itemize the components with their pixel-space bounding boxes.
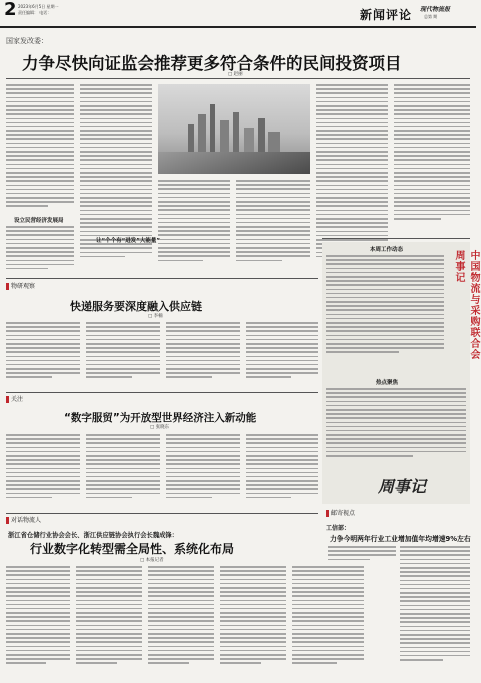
lead-column-3 xyxy=(158,180,230,272)
story3-headline: “数字服贸”为开放型世界经济注入新动能 xyxy=(64,412,257,424)
story2-byline: □ 李楠 xyxy=(148,314,163,319)
issue-date: 2023年6月5日 星期一 xyxy=(18,4,59,9)
lead-headline: 力争尽快向证监会推荐更多符合条件的民间投资项目 xyxy=(22,54,402,73)
sidebar-block2-title: 热点聚焦 xyxy=(376,380,399,386)
story3-column-4 xyxy=(246,434,318,508)
story3-column-1 xyxy=(6,434,80,508)
lead-column-6 xyxy=(394,84,470,234)
story4-column-3 xyxy=(148,566,214,678)
lead-column-1b xyxy=(6,226,74,272)
lead-column-1 xyxy=(6,84,74,214)
story5-headline: 力争今明两年行业工业增加值年均增速9%左右 xyxy=(330,535,471,543)
header-rule xyxy=(0,26,476,28)
section-title: 新闻评论 xyxy=(360,8,413,22)
story5-column-1 xyxy=(292,566,364,678)
issue-number: 总第 期 xyxy=(424,14,438,19)
lead-subhead: 设立民营经济发展局 xyxy=(14,218,64,224)
story4-column-1 xyxy=(6,566,70,678)
page-number: 2 xyxy=(4,0,17,20)
lead-photo xyxy=(158,84,310,174)
section-tag-3: 对话物流人 xyxy=(6,517,41,524)
lead-rule xyxy=(6,78,470,79)
story2-column-1 xyxy=(6,322,80,386)
lead-column-4 xyxy=(236,180,310,272)
lead-byline: □ 赵丽 xyxy=(228,72,243,77)
story3-column-3 xyxy=(166,434,240,508)
story5-lede xyxy=(328,546,396,566)
paper-name: 现代物流报 xyxy=(420,6,451,13)
sidebar-block2-text xyxy=(326,388,466,468)
story4-column-2 xyxy=(76,566,142,678)
sidebar-block1-title: 本周工作动态 xyxy=(370,247,404,253)
section-tag-1: 物研观察 xyxy=(6,283,35,290)
sidebar-vertical-title: 中国物流与采购联合会周事记 xyxy=(453,250,479,360)
weekly-logo: 周事记 xyxy=(378,477,427,496)
section-rule-2 xyxy=(6,392,318,393)
story3-byline: □ 张晓东 xyxy=(150,425,170,430)
sidebar-rule xyxy=(322,238,470,239)
story4-headline: 行业数字化转型需全局性、系统化布局 xyxy=(30,542,235,556)
story4-byline: □ 本报记者 xyxy=(140,558,164,563)
story2-column-3 xyxy=(166,322,240,386)
lead-kicker: 国家发改委： xyxy=(6,37,48,45)
lead-quote: 让“个个有“进发”大能量” xyxy=(96,238,160,244)
story3-column-2 xyxy=(86,434,160,508)
section-rule-1 xyxy=(6,278,318,279)
sidebar-block1-text xyxy=(326,255,444,367)
section-tag-2: 关注 xyxy=(6,396,23,403)
story2-column-4 xyxy=(246,322,318,386)
story4-kicker: 浙江省仓储行业协会会长、浙江供应链协会执行会长魏成锋： xyxy=(8,532,179,539)
editor-line: 责任编辑： 电话： xyxy=(18,10,52,15)
story4-column-4 xyxy=(220,566,286,678)
story5-kicker: 工信部： xyxy=(326,525,351,532)
section-tag-4: 邮寄视点 xyxy=(326,510,355,517)
story2-headline: 快递服务要深度融入供应链 xyxy=(70,300,202,313)
story2-column-2 xyxy=(86,322,160,386)
section-rule-3 xyxy=(6,513,318,514)
story5-column-2 xyxy=(400,546,470,678)
